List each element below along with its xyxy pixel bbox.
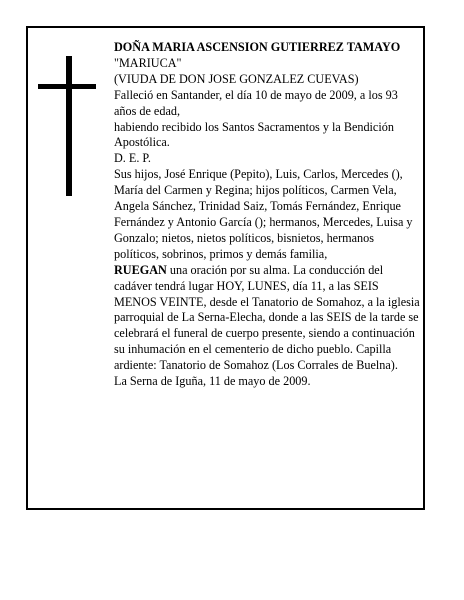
nickname: "MARIUCA" xyxy=(114,55,182,70)
cross-icon xyxy=(66,56,72,196)
death-notice: Falleció en Santander, el día 10 de mayo de 2009, a los 93 años de edad, xyxy=(114,87,398,118)
sacraments-line: habiendo recibido los Santos Sacramentos y la Bendición Apostólica. xyxy=(114,119,394,150)
cross-icon-bar xyxy=(38,84,96,89)
place-date: La Serna de Iguña, 11 de mayo de 2009. xyxy=(114,374,311,389)
obituary-text xyxy=(114,40,420,390)
ceremony-details: una oración por su alma. La conducción del cadáver tendrá lugar HOY, LUNES, día 11, a las SEIS MENOS VEINTE, desde el Tanatorio de Somahoz, a la iglesia parroquial de La Serna-Elecha, donde a las SEIS de la tarde se celebrará el funeral de cuerpo presente, siendo a continuación su inhumación en el cementerio de dicho pueblo. Capilla ardiente: Tanatorio de Somahoz (Los Corrales de Buelna). xyxy=(114,262,420,373)
deceased-name: DOÑA MARIA ASCENSION GUTIERREZ TAMAYO xyxy=(114,40,401,54)
family-list: Sus hijos, José Enrique (Pepito), Luis, Carlos, Mercedes (), María del Carmen y Regina; hijos políticos, Carmen Vela, Angela Sánchez, Trinidad Saiz, Tomás Fernández, Enrique Fernández y Antonio García (); hermanos, Mercedes, Luisa y Gonzalo; nietos, nietos políticos, bisnietos, hermanos políticos, sobrinos, primos y demás familia, xyxy=(114,167,413,261)
widow-of: (VIUDA DE DON JOSE GONZALEZ CUEVAS) xyxy=(114,71,359,86)
ceremony-info xyxy=(114,263,420,374)
request-word: RUEGAN xyxy=(114,262,167,277)
rip-line: D. E. P. xyxy=(114,151,151,166)
